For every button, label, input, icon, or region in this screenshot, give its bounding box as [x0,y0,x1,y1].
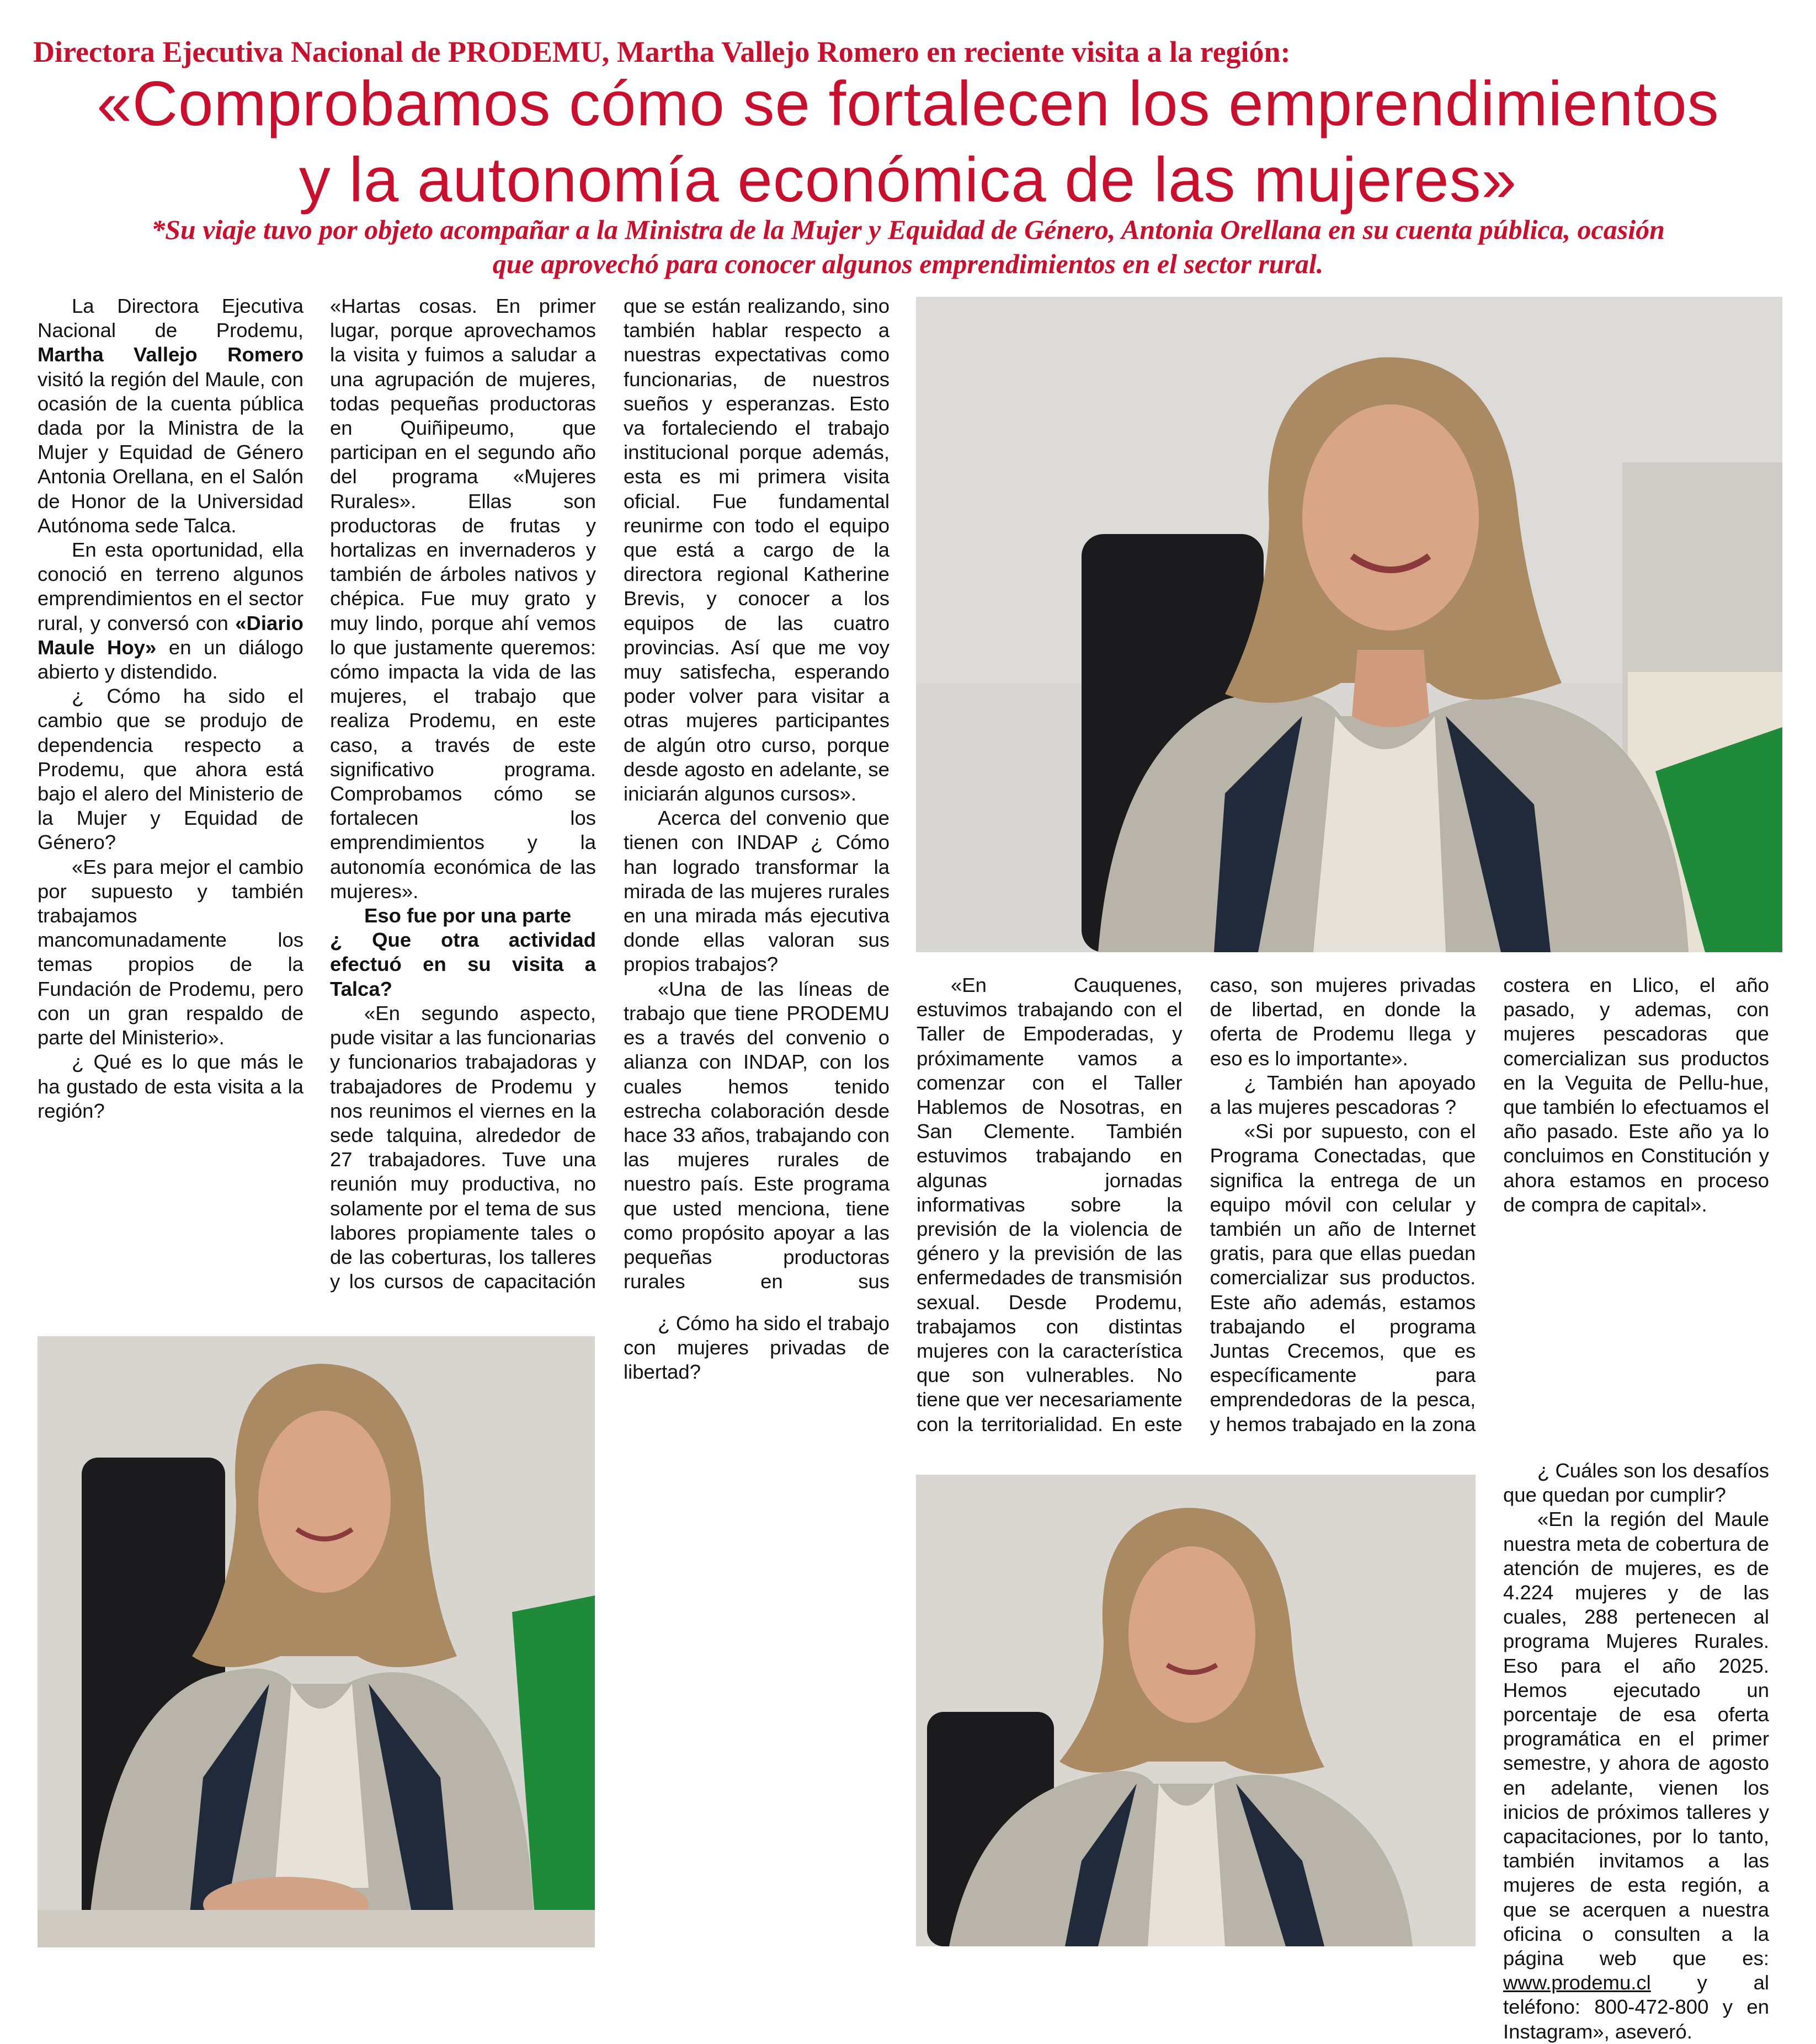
answer: «En Cauquenes, estuvimos trabajando con el Taller de Empoderadas, y próximamente vamos a comenzar con el Taller Hablemos de Nosotras, en San Clemente. También estuvimos trabajando en algunas jornadas informativas sobre la previsión de la violencia de género y la previsión de las enfermedades de transmisión sexual. Desde Prodemu, trabajamos con distintas mujeres con la característica que son vulnerables. No tiene que ver necesariamente con la territorialidad. En este caso, son mujeres privadas de libertad, en donde la oferta de Prodemu llega y eso es lo importante». [917,974,1476,1435]
subhead [33,212,1783,281]
answer: «Es para mejor el cambio por supuesto y también trabajamos mancomunadamente los temas propios de la Fundación de Prodemu, pero con un gran respaldo de parte del Ministerio». [38,855,303,1049]
paragraph: La Directora Ejecutiva Nacional de Prodemu, Martha Vallejo Romero visitó la región del Maule, con ocasión de la cuenta pública dada por la Ministra de la Mujer y Equidad de Género Antonia Orellana, en el Salón de Honor de la Universidad Autónoma sede Talca. [38,295,303,537]
article-columns-lower [624,1311,890,1951]
article-column-6 [1503,1459,1769,2044]
answer: «Una de las líneas de trabajo que tiene PRODEMU es a través del convenio o alianza con INDAP, con los cuales hemos tenido estrecha colaboración desde hace 33 años, trabajando con las mujeres rurales de nuestro país. Este programa que usted menciona, tiene como propósito apoyar a las pequeñas productoras rurales en sus [624,977,890,1293]
kicker: Directora Ejecutiva Nacional de PRODEMU, Martha Vallejo Romero en reciente visita a la región: [33,35,1291,68]
paragraph: En esta oportunidad, ella conoció en terreno algunos emprendimientos en el sector rural, y conversó con «Diario Maule Hoy» en un diálogo abierto y distendido. [38,538,303,684]
question: ¿ Cómo ha sido el cambio que se produjo de dependencia respecto a Prodemu, que ahora está bajo el alero del Ministerio de la Mujer y Equidad de Género? [38,685,303,854]
subhead-line-1: *Su viaje tuvo por objeto acompañar a la Ministra de la Mujer y Equidad de Género, Antonia Orellana en su cuenta pública, ocasión [151,214,1665,245]
person-name: Martha Vallejo Romero [38,343,303,366]
newspaper-name: «Diario Maule Hoy» [38,611,303,659]
photo-portrait-right [916,1475,1476,1946]
question: ¿ Cuáles son los desafíos que quedan por cumplir? [1503,1459,1769,1507]
headline-line-2: y la autonomía económica de las mujeres» [299,145,1517,215]
article-columns-upper [330,294,890,1311]
photo-portrait-large [916,297,1782,952]
question: ¿ También han apoyado a las mujeres pescadoras ? [1210,1071,1476,1119]
answer: «Hartas cosas. En primer lugar, porque aprovechamos la visita y fuimos a saludar a una agrupación de mujeres, todas pequeñas productoras en Quiñipeumo, que participan en el segundo año del programa «Mujeres Rurales». Ellas son productoras de frutas y hortalizas en invernaderos y también de árboles nativos y chépica. Fue muy grato y muy lindo, porque ahí vemos lo que justamente queremos: cómo impacta la vida de las mujeres, el trabajo que realiza Prodemu, en este caso, a través de este significativo programa. Comprobamos cómo se fortalecen los emprendimientos y la autonomía económica de las mujeres». [330,295,596,903]
headline-line-1: «Comprobamos cómo se fortalecen los emprendimientos [97,69,1719,139]
question: ¿ Cómo ha sido el trabajo con mujeres privadas de libertad? [624,1312,890,1384]
photo-portrait-left [38,1336,595,1947]
subhead-line-2: que aprovechó para conocer algunos emprendimientos en el sector rural. [492,248,1324,279]
question: Acerca del convenio que tienen con INDAP ¿ Cómo han logrado transformar la mirada de las mujeres rurales en una mirada más ejecutiva donde ellas valoran sus propios trabajos? [624,807,890,976]
article-columns-right [917,973,1769,1459]
answer: «En la región del Maule nuestra meta de cobertura de atención de mujeres, es de 4.224 mujeres y de las cuales, 288 pertenecen al programa Mujeres Rurales. Eso para el año 2025. Hemos ejecutado un porcentaje de esa oferta programática en el primer semestre, y ahora de agosto en adelante, vienen los inicios de próximos talleres y capacitaciones, por lo tanto, también invitamos a las mujeres de esta región, a que se acerquen a nuestra oficina o consulten a la página web que es: www.prodemu.cl y al teléfono: 800-472-800 y en Instagram», aseveró. [1503,1508,1769,2043]
website-link[interactable]: www.prodemu.cl [1503,1971,1651,1994]
article-column-1 [38,294,303,1123]
question-line-1: Eso fue por una parte [364,904,572,927]
answer: «Si por supuesto, con el Programa Conectadas, que significa la entrega de un equipo móvil con celular y también un año de Internet gratis, para que ellas puedan comercializar sus productos. Este año además, estamos trabajando el programa Juntas Crecemos, que es específicamente para emprendedoras de la pesca, y hemos trabajado en la zona costera en Llico, el año pasado, y ademas, con mujeres pescadoras que comercializan sus productos en la Veguita de Pellu-hue, que también lo efectuamos el año pasado. Este año ya lo concluimos en Constitución y ahora estamos en proceso de compra de capital». [1210,974,1769,1435]
answer: «En segundo aspecto, pude visitar a las funcionarias y funcionarios trabajadoras y trabajadores de Prodemu y nos reunimos el viernes en la sede talquina, alrededor de 27 trabajadores. Tuve una reunión muy productiva, no solamente por el tema de sus labores propiamente tales o de las coberturas, los talleres y los cursos de capacitación que se están realizando, sino también hablar respecto a nuestras expectativas como funcionarias, de nuestros sueños y esperanzas. Esto va fortaleciendo el trabajo institucional porque además, esta es mi primera visita oficial. Fue fundamental reunirme con todo el equipo que está a cargo de la directora regional Katherine Brevis, y conocer a los equipos de las cuatro provincias. Así que me voy muy satisfecha, esperando poder volver para visitar a otras mujeres participantes de algún otro curso, porque desde agosto en adelante, se iniciarán algunos cursos». [330,295,890,1293]
question: ¿ Qué es lo que más le ha gustado de esta visita a la región? [38,1050,303,1122]
headline [22,66,1794,218]
question-line-2: ¿ Que otra actividad efectuó en su visita a Talca? [330,928,596,1000]
